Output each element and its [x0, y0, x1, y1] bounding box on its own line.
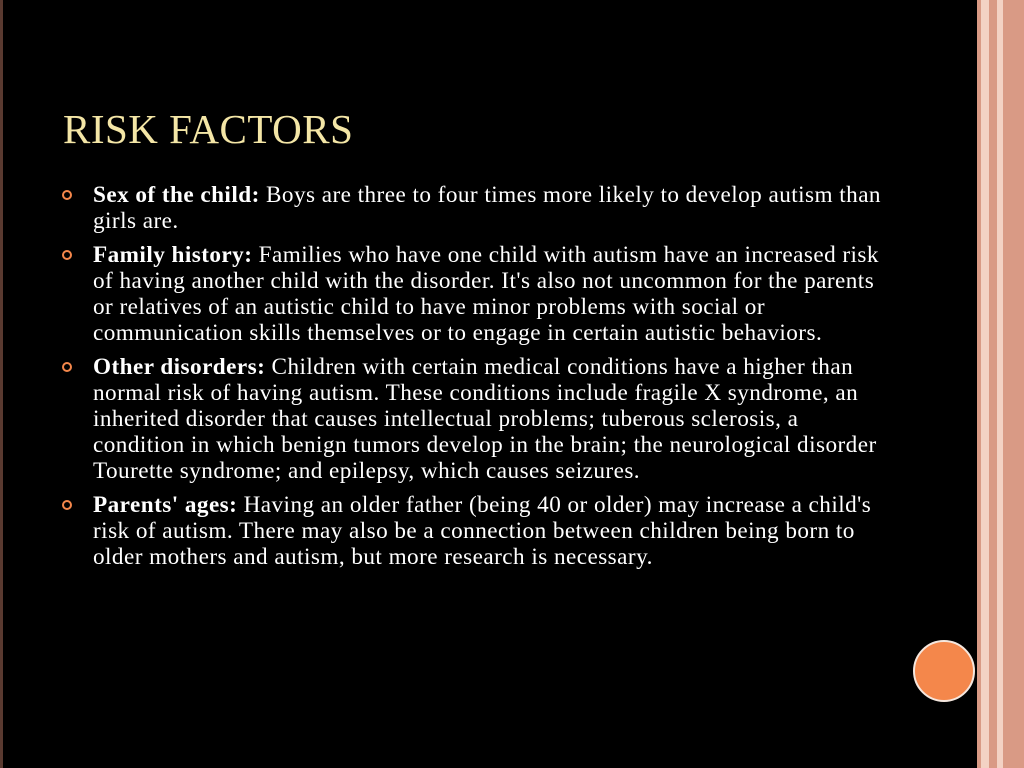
- bullet-item-other-disorders: [62, 354, 882, 484]
- bullet-text: Families who have one child with autism have an increased risk of having another child with the disorder. It's also not uncommon for the parents or relatives of an autistic child to have minor problems with social or communication skills themselves or to engage in certain autistic behaviors.: [93, 242, 879, 346]
- bullet-item-family-history: [62, 242, 882, 346]
- left-edge-line: [0, 0, 3, 768]
- bullet-item-sex-of-child: [62, 182, 882, 234]
- bullet-list: [62, 182, 882, 578]
- bullet-term: Other disorders:: [93, 354, 266, 380]
- right-decorative-band: [981, 0, 989, 768]
- bullet-term: Sex of the child:: [93, 182, 260, 208]
- bullet-item-parents-ages: [62, 492, 882, 570]
- bullet-term: Parents' ages:: [93, 492, 238, 518]
- hollow-circle-icon: [62, 190, 72, 200]
- hollow-circle-icon: [62, 500, 72, 510]
- bullet-text: Having an older father (being 40 or older) may increase a child's risk of autism. There may also be a connection between children being born to older mothers and autism, but more research is necessary.: [93, 492, 872, 570]
- slide-title: RISK FACTORS: [63, 106, 354, 152]
- hollow-circle-icon: [62, 250, 72, 260]
- bullet-text: Boys are three to four times more likely to develop autism than girls are.: [93, 182, 881, 234]
- orange-circle-icon: [913, 640, 975, 702]
- right-decorative-band: [1003, 0, 1024, 768]
- hollow-circle-icon: [62, 362, 72, 372]
- bullet-text: Children with certain medical conditions have a higher than normal risk of having autism. These conditions include fragile X syndrome, an inherited disorder that causes intellectual problems; tuberous sclerosis, a condition in which benign tumors develop in the brain; the neurological disorder Tourette syndrome; and epilepsy, which causes seizures.: [93, 354, 877, 484]
- bullet-term: Family history:: [93, 242, 253, 268]
- right-decorative-band: [989, 0, 997, 768]
